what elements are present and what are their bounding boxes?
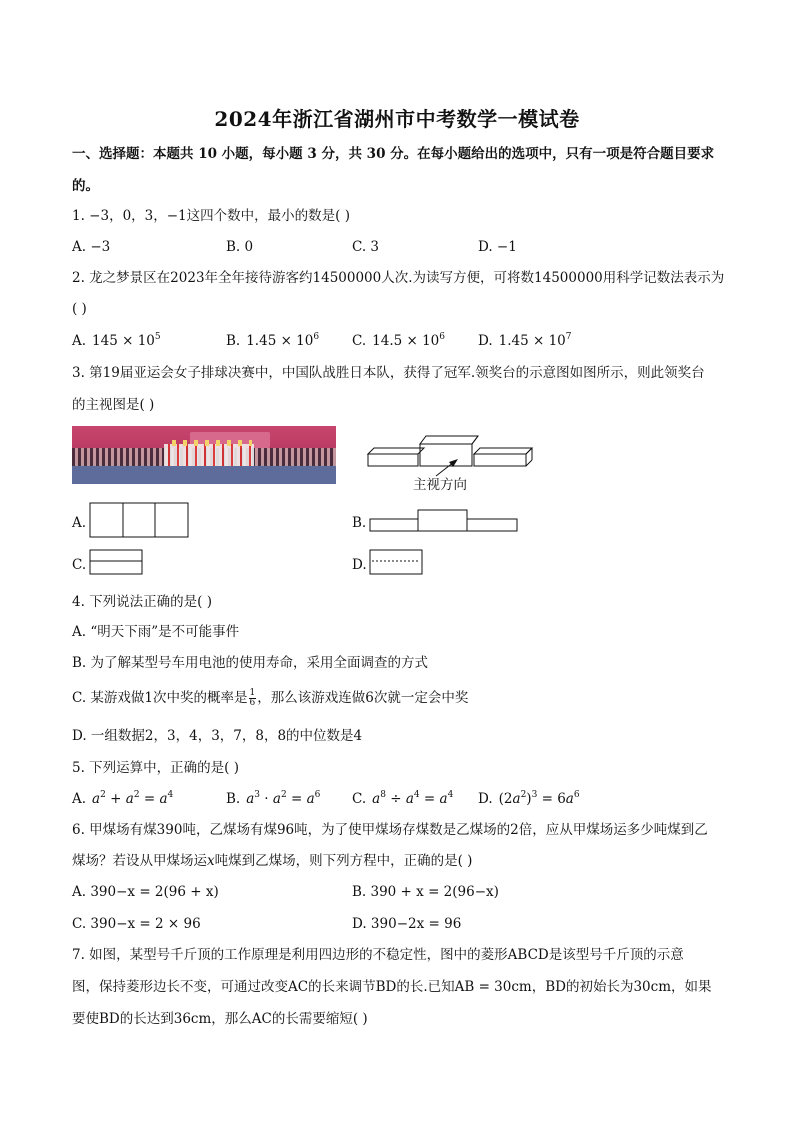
q6-option-b[interactable]: B. 390 + x = 2(96−x) <box>352 884 499 900</box>
left-block-top <box>368 448 424 454</box>
view-direction-arrow <box>430 456 470 478</box>
q3-option-a-label[interactable]: A. <box>72 515 87 531</box>
q2-option-b[interactable]: B. $1.45 \times 10^6$ <box>226 332 320 349</box>
question-4-stem: 4. 下列说法正确的是( ) <box>72 594 212 610</box>
q3-option-c-figure[interactable] <box>89 549 145 577</box>
center-block-top <box>420 436 478 444</box>
q1-option-a[interactable]: A. −3 <box>72 239 111 255</box>
q6-option-c[interactable]: C. 390−x = 2 × 96 <box>72 916 201 932</box>
photo-lights <box>172 440 252 446</box>
q4-option-c[interactable]: C. 某游戏做1次中奖的概率是 $\frac{1}{6}$ ，那么该游戏连做6次就一定会中奖 <box>72 688 469 708</box>
question-6-stem-line2: 煤场？若设从甲煤场运x吨煤到乙煤场，则下列方程中，正确的是( ) <box>72 853 473 869</box>
page-title: 2024年浙江省湖州市中考数学一模试卷 <box>214 107 580 131</box>
q4-option-a[interactable]: A. “明天下雨”是不可能事件 <box>72 624 240 640</box>
section-instructions <box>72 145 714 163</box>
section-instructions-line1: 一、选择题：本题共 10 小题，每小题 3 分，共 30 分。在每小题给出的选项中，只有一项是符合题目要求 <box>72 146 715 162</box>
question-7-stem-line2: 图，保持菱形边长不变，可通过改变AC的长来调节BD的长.已知AB = 30cm，BD的初始长为30cm，如果 <box>72 979 712 995</box>
q6-option-a[interactable]: A. 390−x = 2(96 + x) <box>72 884 219 900</box>
view-direction-caption: 主视方向 <box>413 477 467 493</box>
q3-option-b-figure[interactable] <box>369 509 521 533</box>
q2-option-a[interactable]: A. $145 \times 10^5$ <box>72 332 161 349</box>
podium-photo <box>72 426 336 484</box>
q1-option-d[interactable]: D. −1 <box>478 239 517 255</box>
q3-option-c-label[interactable]: C. <box>72 557 87 573</box>
question-6-stem-line1: 6. 甲煤场有煤390吨，乙煤场有煤96吨，为了使甲煤场存煤数是乙煤场的2倍，应从甲煤场运多少吨煤到乙 <box>72 822 708 838</box>
q5-option-d[interactable]: D. $(2a^2)^3 = 6a^6$ <box>478 790 580 807</box>
question-7-stem-line3: 要使BD的长达到36cm，那么AC的长需要缩短( ) <box>72 1011 368 1027</box>
right-block-front <box>474 454 526 466</box>
question-1-stem: 1. −3，0，3，−1这四个数中，最小的数是( ) <box>72 208 350 224</box>
section-instructions-line2: 的。 <box>72 178 99 194</box>
q5-option-a[interactable]: A. $a^2 + a^2 = a^4$ <box>72 790 174 807</box>
q3-option-b-label[interactable]: B. <box>352 515 367 531</box>
question-2-stem-line1: 2. 龙之梦景区在2023年全年接待游客约14500000人次.为读写方便，可将数14500000用科学记数法表示为 <box>72 270 725 286</box>
q5-option-c[interactable]: C. $a^8 \div a^4 = a^4$ <box>352 790 454 807</box>
q3-option-a-figure[interactable] <box>89 502 191 540</box>
q1-option-c[interactable]: C. 3 <box>352 239 380 255</box>
q2-option-c[interactable]: C. $14.5 \times 10^6$ <box>352 332 446 349</box>
q4-option-b[interactable]: B. 为了解某型号车用电池的使用寿命，采用全面调查的方式 <box>72 655 429 671</box>
question-2-stem-line2: ( ) <box>72 301 87 317</box>
left-block-front <box>368 454 418 466</box>
q1-option-b[interactable]: B. 0 <box>226 239 254 255</box>
q4-option-d[interactable]: D. 一组数据2，3，4，3，7，8，8的中位数是4 <box>72 728 363 744</box>
question-3-stem-line1: 3. 第19届亚运会女子排球决赛中，中国队战胜日本队，获得了冠军.领奖台的示意图如图所示，则此领奖台 <box>72 365 705 381</box>
question-3-stem-line2: 的主视图是( ) <box>72 397 155 413</box>
question-5-stem: 5. 下列运算中，正确的是( ) <box>72 760 239 776</box>
probability-fraction: $\frac{1}{6}$ <box>249 688 256 708</box>
right-block-top <box>474 448 532 454</box>
q3-option-d-label[interactable]: D. <box>352 557 367 573</box>
photo-stage <box>72 466 336 484</box>
q3-option-d-figure[interactable] <box>369 549 425 577</box>
q6-option-d[interactable]: D. 390−2x = 96 <box>352 916 462 932</box>
q5-option-b[interactable]: B. $a^3 \cdot a^2 = a^6$ <box>226 790 321 807</box>
question-7-stem-line1: 7. 如图，某型号千斤顶的工作原理是利用四边形的不稳定性，图中的菱形ABCD是该型号千斤顶的示意 <box>72 947 684 963</box>
q2-option-d[interactable]: D. $1.45 \times 10^7$ <box>478 332 572 349</box>
